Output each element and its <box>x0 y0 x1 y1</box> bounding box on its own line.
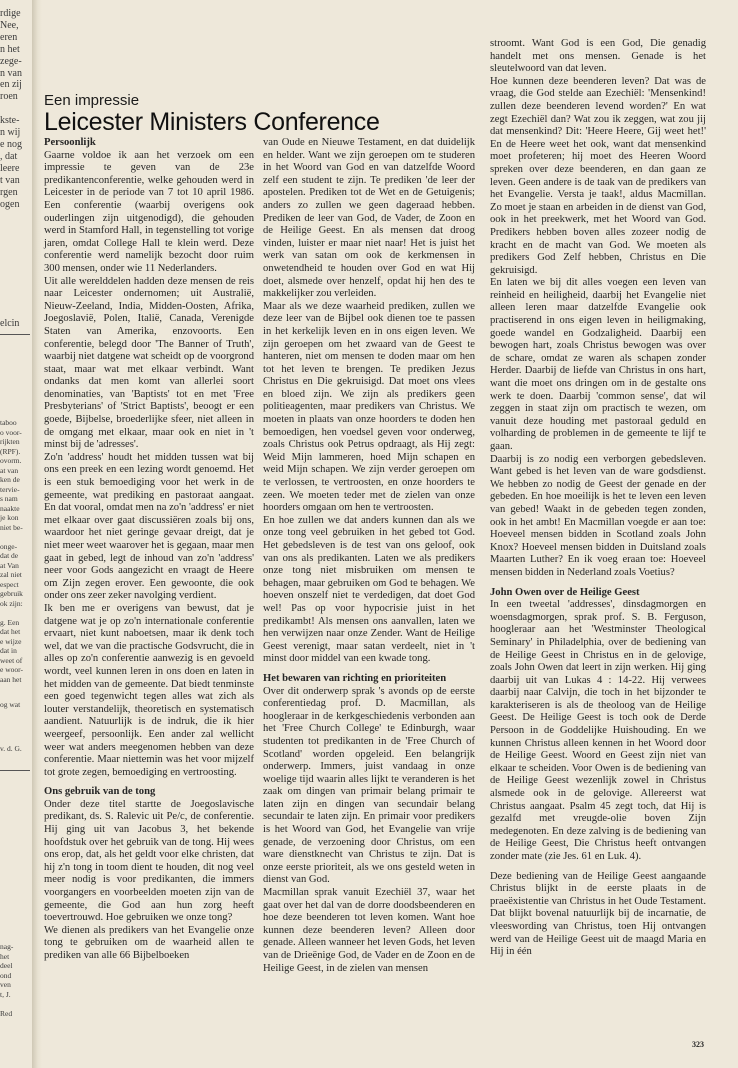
fragment-line: aan het <box>0 674 22 684</box>
section-heading: Het bewaren van richting en prioriteiten <box>263 672 447 684</box>
paragraph: Over dit onderwerp sprak 's avonds op de eerste conferentiedag prof. D. Macmillan, als hoogleraar in de kerkgeschiedenis verbonden aan het 'Free Church College' te Edinburgh, waar studenten tot predikanten in de 'Free Church of Scotland' worden opgeleid. Een belangrijk onderwerp. Immers, juist vandaag in onze woelige tijd waarin alles lijkt te veranderen is het zaak om dingen van primair belang primair te laten zijn en dingen van secundair belang secundair te laten zijn. En primair voor predikers is het Woord van God, het Evangelie van vrije genade, de verzoening door Christus, om een ware dienstknecht van Christus te zijn. Dat is onze eerste prioriteit, als we ons gesteld weten in dienst van God. <box>263 685 475 886</box>
fragment-line: naakte <box>0 503 20 513</box>
fragment-line: zege- <box>0 55 22 67</box>
paragraph-gap <box>263 666 475 673</box>
section-heading: John Owen over de Heilige Geest <box>490 586 640 598</box>
fragment-line: deel <box>0 961 13 970</box>
previous-column-fragment <box>0 8 30 210</box>
fragment-line: dat in <box>0 646 17 655</box>
fragment-line: g. Een <box>0 617 20 627</box>
article-column-2 <box>263 137 475 975</box>
paragraph: We dienen als predikers van het Evangelie onze tong te gebruiken om de waarheid allen te prediken van alle 66 Bijbelboeken <box>44 924 254 961</box>
fragment-line: tervie- <box>0 484 20 494</box>
section-heading: Ons gebruik van de tong <box>44 786 156 798</box>
paragraph: Ik ben me er overigens van bewust, dat je datgene wat je op zo'n internationale conferentie ervaart, niet kunt naboetsen, maar ik denk toch wel, dat we van die practische Godsvrucht, die in alles op zo'n conferentie aanwezig is en gevoeld wordt, veel kunnen leren in ons doen en laten in het midden van de gemeente. Dat biedt tenminste een goed tegenwicht tegen alles wat zich als louter verstandelijk, theoretisch en systematisch aandient. Natuurlijk is de indruk, die ik hier weergeef, persoonlijk. Een ander zal wellicht weer wat anders meegenomen hebben van deze conferentie. Maar niettemin was het voor mijzelf tot grote zegen, bemoediging en vertroosting. <box>44 602 254 778</box>
article-column-3 <box>490 38 706 959</box>
column-rule <box>0 334 30 335</box>
paragraph-gap <box>44 779 254 786</box>
fragment-line: e nog <box>0 138 22 150</box>
fragment-line: onge- <box>0 541 18 551</box>
fragment-line: espect <box>0 579 19 589</box>
fragment-line: je kon <box>0 513 19 522</box>
fragment-line <box>0 999 30 1009</box>
previous-column-fragment-a: og wat <box>0 700 21 709</box>
fragment-line: ven <box>0 980 11 989</box>
fragment-line: t van <box>0 174 20 186</box>
fragment-line: dat de <box>0 551 19 560</box>
paragraph: Deze bediening van de Heilige Geest aangaande Christus blijkt in de eerste plaats in de praeëxistentie van Christus in het Oude Testament. Dat blijkt bovenal natuurlijk bij de incarnatie, de vleeswording van Christus, toen Hij ontvangen werd van de Heilige Geest uit de maagd Maria en Hij in één <box>490 870 706 958</box>
fragment-line: taboo <box>0 418 17 427</box>
fragment-line: rgen <box>0 186 18 198</box>
paragraph-gap <box>490 864 706 871</box>
paragraph-gap <box>490 580 706 587</box>
fragment-line: kste- <box>0 115 20 127</box>
paragraph: En hoe zullen we dat anders kunnen dan als we onze tong veel gebruiken in het gebed tot God. Het gebedsleven is de test van ons geloof, ook van ons als predikanten. Laten we als predikers onze tong niet misbruiken om mensen te behagen, maar gebruiken om God te behagen. We hoeven onszelf niet te verdedigen, dat doet God wel! Pas op voor hypocrisie juist in het predikambt! Als mensen ons aanvallen, laten we hen verwijzen naar onze Zender. Want de Heilige Geest verenigt, maar satan verdeelt, niet in 't minst door middel van een kwade tong. <box>263 514 475 665</box>
fragment-line: gebruik <box>0 589 23 598</box>
fragment-line: , dat <box>0 150 18 162</box>
paragraph: stroomt. Want God is een God, Die genadig handelt met ons mensen. Genade is het sleutelwoord van dat leven. <box>490 38 706 75</box>
fragment-line: en zij <box>0 79 22 91</box>
paragraph: van Oude en Nieuwe Testament, en dat duidelijk en helder. Want we zijn geroepen om te studeren in het Woord van God en van datzelfde Woord zelf een student te zijn. Te prediken 'de leer der apostelen. Prediken tot de Wet en de Getuigenis; anders zo zullen we geen dageraad hebben. Prediken de leer van God, de Vader, de Zoon en de Heilige Geest. En als mensen dat droog vinden, luister er maar niet naar! Het is juist het werk van satan om ook de kerkmensen in onwetendheid te houden over God en wat Hij doet, alsmede over henzelf, opdat hij hen des te makkelijker zou verleiden. <box>263 137 475 300</box>
fragment-line: ok zijn: <box>0 598 23 608</box>
fragment-line: nag- <box>0 942 14 951</box>
fragment-line: n het <box>0 43 20 55</box>
fragment-line: weet of <box>0 655 23 665</box>
fragment-line: e wijze <box>0 636 22 646</box>
fragment-line: n wij <box>0 127 21 139</box>
paragraph: In een tweetal 'addresses', dinsdagmorgen en woensdagmorgen, sprak prof. S. B. Ferguson, hoogleraar aan het 'Westminster Theological Seminary' in Philadelphia, over de bediening van de Heilige Geest in Christus en in de gelovige, zoals John Owen dat leert in zijn werken. Hij ging daarbij uit van Lukas 4 : 14-22. Hij verwees daarbij naar Calvijn, die toch in het bijzonder te karakteriseren is als de theoloog van de Heilige Geest. De Heilige Geest is toch ook de Derde Persoon in de Goddelijke Huishouding. En we kunnen Christus alleen kennen in het Woord door de Heilige Geest. Woord en Geest zijn niet van elkaar te scheiden. Voor Owen is de bediening van de Heilige Geest wezenlijk zowel in Christus alsmede ook in de gelovige. Allereerst wat Christus aangaat. Psalm 45 zegt toch, dat Hij is gezalfd met vreugde-olie boven Zijn medegenoten. En deze zalving is de bediening van de Heilige Geest, Die Christus heeft ontvangen zonder mate (zie Jes. 61 en Luk. 4). <box>490 599 706 862</box>
previous-column-fragment-b: v. d. G. <box>0 744 22 753</box>
fragment-line: ond <box>0 970 12 980</box>
article-title: Leicester Ministers Conference <box>44 108 380 136</box>
paragraph: Maar als we deze waarheid prediken, zullen we deze leer van de Bijbel ook dienen toe te passen in het kerkelijk leven en in ons eigen leven. We zijn geroepen om het zwaard van de Geest te hanteren, niet om mensen te doden maar om hen tot het leven te brengen. Te prediken Jezus Christus en Die gekruisigd. Dat moet ons vlees en bloed zijn. We zijn als predikers geen politieagenten, maar predikers van Christus. We moeten in plaats van onze hoorders te doden hen bemoedigen, hen voedsel geven voor onderweg, zoals Christus ook Petrus opdraagt, als Hij zegt: Weid Mijn lammeren, hoed Mijn schapen en weid Mijn schapen. We zijn verder geroepen om te verlossen, te vertroosten, en onze hoorders te zeen. We moeten teder met de zielen van onze hoorders omgaan om hen te vertroosten. <box>263 300 475 514</box>
fragment-line: e woor- <box>0 665 23 674</box>
fragment-line: Nee, <box>0 19 19 31</box>
article-kicker: Een impressie <box>44 92 140 109</box>
fragment-line: at van <box>0 465 19 475</box>
paragraph: Hoe kunnen deze beenderen leven? Dat was de vraag, die God stelde aan Ezechiël: 'Mensenkind! zullen deze beenderen levend worden?' En wat zegt Ezechiël dan? Wat zou ik zeggen, wat zou jij dat mensenkind? Dit: 'Heere Heere, Gij weet het!' En de Heere weet het ook, want dat mensenkind moet profeteren; hij moet des Heeren Woord spreken over deze beenderen, en dan gaan ze leven. Geen andere is de taak van de predikers van het Evangelie. Versta je taak!, aldus Macmillan. Zo moet je staan en arbeiden in de dienst van God, ook in het preekwerk, met het Woord van God. Predikers hebben boven alles zozeer nodig de kracht en de macht van God. We moeten als predikers God Zelf hebben, Christus en Die gekruisigd. <box>490 75 706 276</box>
fragment-line: ovorm. <box>0 456 22 465</box>
page-gutter <box>32 0 42 1068</box>
previous-column-cut-word: elcin <box>0 318 20 329</box>
fragment-line <box>0 608 30 618</box>
fragment-line: roen <box>0 91 18 103</box>
fragment-line: dat het <box>0 627 21 636</box>
fragment-line: Red <box>0 1008 13 1018</box>
section-heading: Persoonlijk <box>44 137 96 148</box>
fragment-line: leere <box>0 162 20 174</box>
previous-column-small-text <box>0 418 30 684</box>
fragment-line: n van <box>0 67 22 79</box>
fragment-line: eren <box>0 31 18 43</box>
paragraph: En laten we bij dit alles voegen een leven van reinheid en heiligheid, daarbij het Evangelie niet alleen leren maar datzelfde Evangelie ook practiserend in ons eigen leven in heiligmaking, goede wandel en Godzaligheid. Daarbij een bewogen hart, zoals Christus bewogen was over de schare, omdat ze waren als schapen zonder Herder. Daarbij de liefde van Christus in ons hart, want die moet ons dringen om in de gestalte ons werk te doen. Daarbij 'common sense', dat wil zeggen in staat zijn om practisch te wezen, om vanuit deze houding met pastoraal geduld en volharding de problemen in de gemeente te lijf te gaan. <box>490 277 706 452</box>
fragment-line: (RPF). <box>0 446 21 456</box>
fragment-line: ogen <box>0 198 20 210</box>
previous-column-bottom-text <box>0 942 30 1018</box>
fragment-line: s nam <box>0 494 18 503</box>
fragment-line: niet be- <box>0 522 23 532</box>
fragment-line: rijkten <box>0 437 20 446</box>
fragment-line: rdige <box>0 8 21 19</box>
paragraph: Zo'n 'address' houdt het midden tussen wat bij ons een preek en een lezing wordt genoemd. Het is een stuk bemoediging voor het werk in de gemeente, wat prediking en pastoraat aangaat. En dat vooral, omdat men na zo'n 'address' er niet met elkaar over gaat discussiëren zoals bij ons, waardoor het niet geringe gevaar dreigt, dat je niet meer weet waarover het is gegaan, maar men gaat in gebed, legt de inhoud van zo'n 'address' neer voor Gods aangezicht en vraagt de Heere om Zijn zegen erover. Een gewoonte, die ook onder ons zeer zeker navolging verdient. <box>44 451 254 602</box>
fragment-line: at Van <box>0 560 19 570</box>
paragraph: Daarbij is zo nodig een verborgen gebedsleven. Want gebed is het leven van de ware godsdienst. We hebben zo nodig de Geest der genade en der gebeden. En hoe moeilijk is het te leven een leven van gebed! Waakt in de gebeden tegen zonden, ook in het ambt! En Macmillan voegde er aan toe: Hoeveel mensen bidden in Scotland zoals John Knox? Hoeveel mensen bidden in Duitsland zoals Maarten Luther? En ik voeg eraan toe: Hoeveel mensen bidden in Nederland zoals Voetius? <box>490 453 706 578</box>
fragment-line <box>0 532 30 542</box>
fragment-line: het <box>0 951 10 961</box>
paragraph: Gaarne voldoe ik aan het verzoek om een impressie te geven van de 23e predikantenconferentie, welke gehouden werd in Leicester in de periode van 7 tot 10 april 1986. Een conferentie (waarbij overigens ook ouderlingen zijn uitgenodigd), die gehouden werd in Stamford Hall, in tegenstelling tot vorige jaren, omdat College Hall te klein werd. Deze conferentie werd namelijk bezocht door ruim 300 mensen, onder wie 11 Nederlanders. <box>44 149 254 274</box>
fragment-line: o voor- <box>0 427 22 437</box>
column-rule-lower <box>0 770 30 771</box>
page-number: 323 <box>692 1040 704 1049</box>
fragment-line <box>0 103 30 115</box>
article-column-1 <box>44 137 254 963</box>
fragment-line: ken de <box>0 475 20 484</box>
paragraph: Macmillan sprak vanuit Ezechiël 37, waar het gaat over het dal van de dorre doodsbeenderen en hoe deze beenderen tot leven komen. Want hoe kunnen deze beenderen leven? Alleen door genade. Alleen wanneer het leven Gods, het leven van de Drieënige God, de Vader en de Zoon en de Heilige Geest, in de zielen van mensen <box>263 887 475 974</box>
paragraph: Onder deze titel startte de Joegoslavische predikant, ds. S. Ralevic uit Pe/c, de conferentie. Hij ging uit van Jacobus 3, het bekende hoofdstuk over het gebruik van de tong. Hij wees ons erop, dat, als het geldt voor elke christen, dat hij z'n tong in toom dient te houden, dit nog veel meer nodig is voor predikanten, die immers voorgangers en voorbeelden moeten zijn van de gemeente, die God aan hun zorg heeft toevertrouwd. Hoe gebruiken we onze tong? <box>44 798 254 924</box>
fragment-line: zal niet <box>0 570 22 579</box>
fragment-line: t, J. <box>0 989 11 999</box>
paragraph: Uit alle werelddelen hadden deze mensen de reis naar Leicester ondernomen; uit Australië, Nieuw-Zeeland, India, Midden-Oosten, Afrika, Joegoslavië, Polen, Italië, Canada, Verenigde Staten van Amerika, enzovoorts. Een conferentie, belegd door 'The Banner of Truth', waarbij niet datgene wat scheidt op de voorgrond staat, maar wat met elkaar verbindt. Want ondanks dat men komt van allerlei soort denominaties, van 'Baptists' tot en met 'Free Presbyterians' of 'Strict Baptists', beoogt er een goede, Bijbelse, broederlijke sfeer, niet alleen in de omgang met elkaar, maar ook en niet in 't minst bij de 'adresses'. <box>44 275 254 451</box>
